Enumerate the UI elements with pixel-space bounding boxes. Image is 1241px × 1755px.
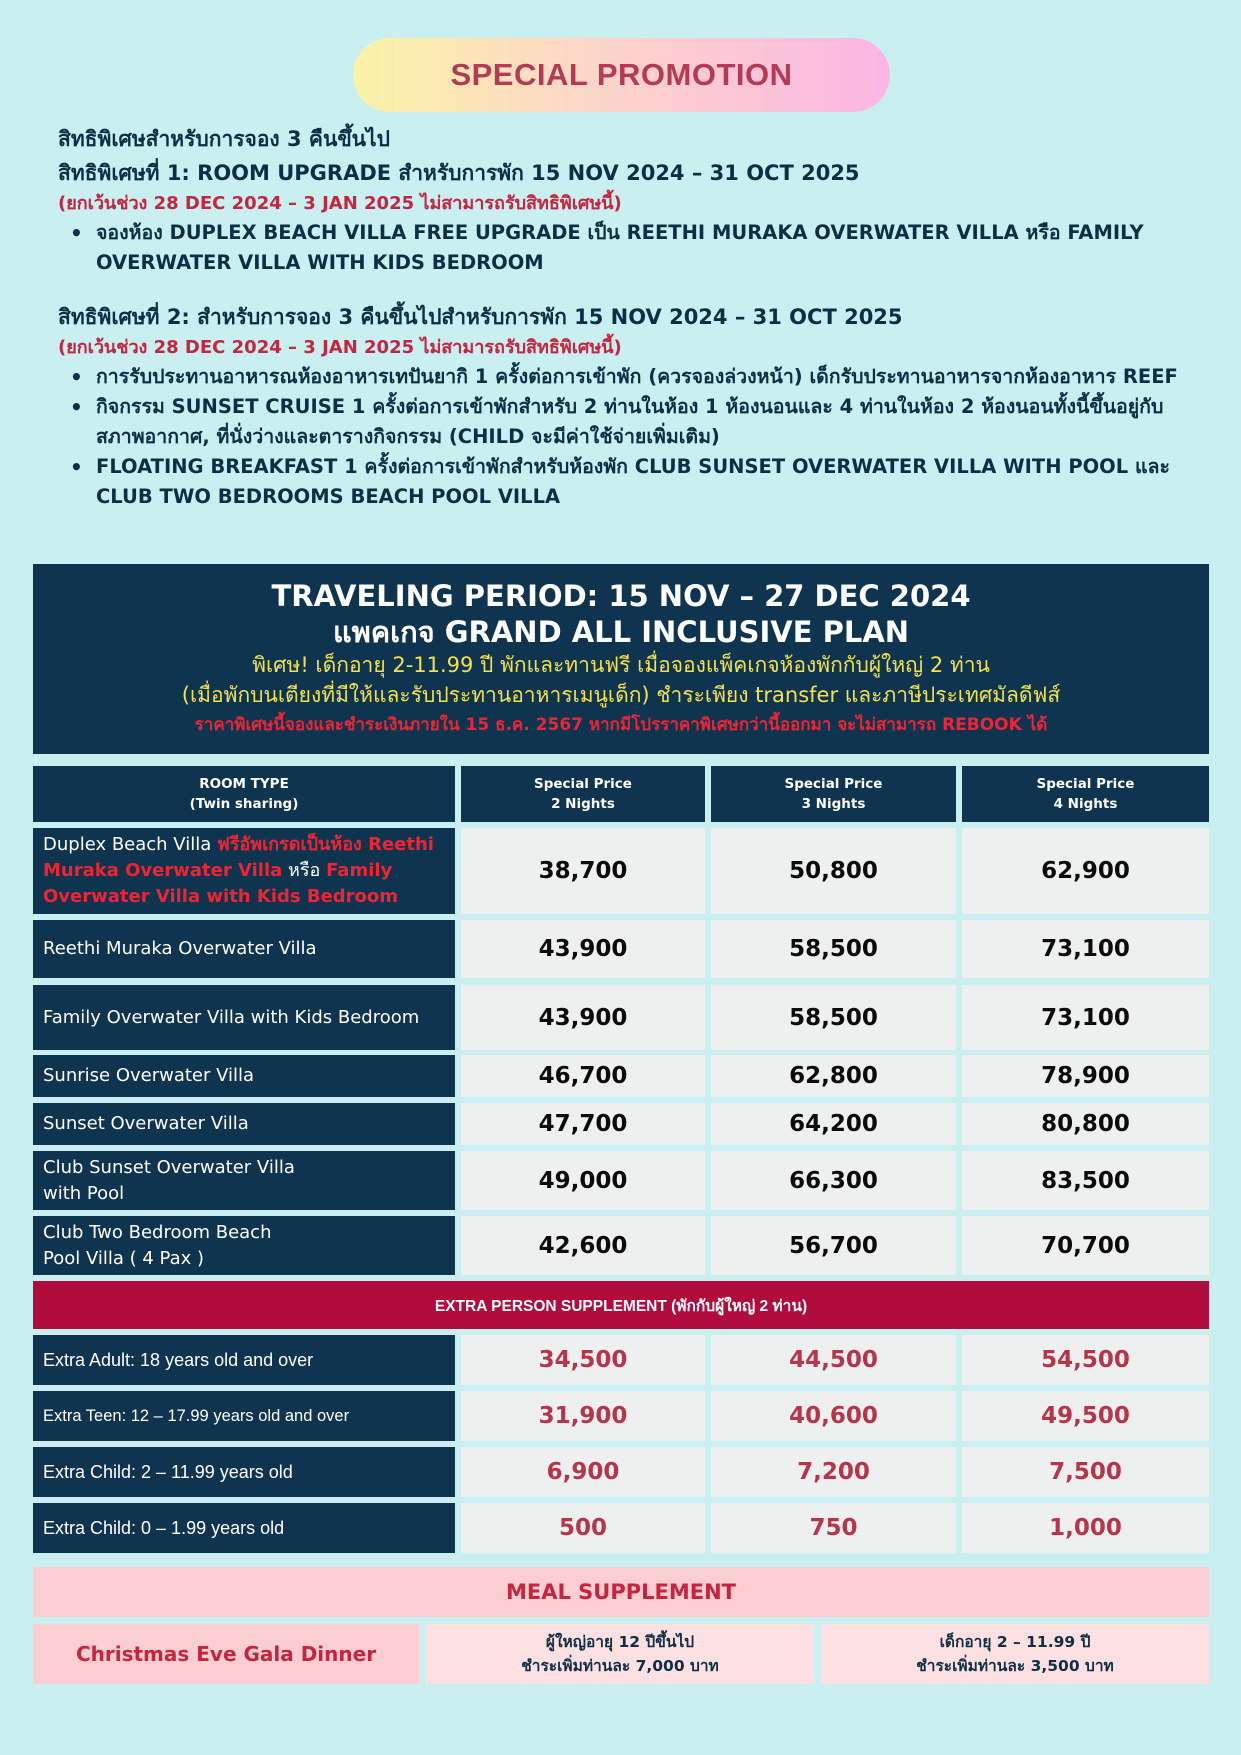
promotion-title: SPECIAL PROMOTION bbox=[450, 57, 793, 92]
price-cell: 62,800 bbox=[711, 1055, 956, 1097]
promotion-banner bbox=[353, 38, 890, 112]
offer1-note: (ยกเว้นช่วง 28 DEC 2024 – 3 JAN 2025 ไม่สามารถรับสิทธิพิเศษนี้) bbox=[58, 193, 622, 214]
price-cell: 42,600 bbox=[461, 1216, 705, 1275]
price-cell: 44,500 bbox=[711, 1335, 956, 1385]
price-cell: 49,000 bbox=[461, 1151, 705, 1210]
list-item: • กิจกรรม SUNSET CRUISE 1 ครั้งต่อการเข้าพักสำหรับ 2 ท่านในห้อง 1 ห้องนอนและ 4 ท่านในห้อง 2 ห้องนอนทั้งนี้ขึ้นอยู่กับสภาพอากาศ, ที่นั่งว่างและตารางกิจกรรม (CHILD จะมีค่าใช้จ่ายเพิ่มเติม) bbox=[96, 392, 1198, 452]
meal-name: Christmas Eve Gala Dinner bbox=[33, 1624, 419, 1684]
package-title: แพคเกจ GRAND ALL INCLUSIVE PLAN bbox=[332, 615, 910, 649]
price-cell: 54,500 bbox=[962, 1335, 1209, 1385]
price-cell: 49,500 bbox=[962, 1391, 1209, 1441]
room-name: Club Two Bedroom Beach Pool Villa ( 4 Pax ) bbox=[43, 1221, 272, 1269]
price-cell: 83,500 bbox=[962, 1151, 1209, 1210]
room-type-cell bbox=[33, 920, 455, 978]
price-cell: 58,500 bbox=[711, 985, 956, 1050]
price-cell: 1,000 bbox=[962, 1503, 1209, 1553]
meal-adult-label: ผู้ใหญ่อายุ 12 ปีขึ้นไป bbox=[545, 1633, 695, 1651]
extra-person-cell: Extra Teen: 12 – 17.99 years old and over bbox=[33, 1391, 455, 1441]
intro-heading: สิทธิพิเศษสำหรับการจอง 3 คืนขึ้นไป bbox=[58, 127, 390, 151]
list-item: • จองห้อง DUPLEX BEACH VILLA FREE UPGRADE เป็น REETHI MURAKA OVERWATER VILLA หรือ FAMILY OVERWATER VILLA WITH KIDS BEDROOM bbox=[96, 218, 1198, 278]
kids-offer-condition: (เมื่อพักบนเตียงที่มีให้และรับประทานอาหารเมนูเด็ก) ชำระเพียง transfer และภาษีประเทศมัลดีฟส์ bbox=[181, 683, 1061, 707]
offer2-note: (ยกเว้นช่วง 28 DEC 2024 – 3 JAN 2025 ไม่สามารถรับสิทธิพิเศษนี้) bbox=[58, 337, 622, 358]
header-sublabel: 2 Nights bbox=[551, 796, 615, 812]
price-cell: 73,100 bbox=[962, 985, 1209, 1050]
list-item: • FLOATING BREAKFAST 1 ครั้งต่อการเข้าพักสำหรับห้องพัก CLUB SUNSET OVERWATER VILLA WITH POOL และ CLUB TWO BEDROOMS BEACH POOL VILLA bbox=[96, 452, 1198, 512]
meal-supplement-header: MEAL SUPPLEMENT bbox=[33, 1567, 1209, 1617]
room-type-cell bbox=[33, 1151, 455, 1210]
period-title: TRAVELING PERIOD: 15 NOV – 27 DEC 2024 bbox=[271, 579, 971, 613]
offer2-list bbox=[96, 362, 1198, 512]
meal-child-label: เด็กอายุ 2 – 11.99 ปี bbox=[939, 1633, 1091, 1651]
room-type-cell bbox=[33, 1216, 455, 1275]
kids-offer: พิเศษ! เด็กอายุ 2-11.99 ปี พักและทานฟรี เมื่อจองแพ็คเกจห้องพักกับผู้ใหญ่ 2 ท่าน bbox=[252, 653, 990, 677]
header-label: Special Price bbox=[1036, 776, 1135, 792]
list-item: • การรับประทานอาหารณห้องอาหารเทปันยากิ 1 ครั้งต่อการเข้าพัก (ควรจองล่วงหน้า) เด็กรับประทานอาหารจากห้องอาหาร REEF bbox=[96, 362, 1198, 392]
upgrade-note-alt: Family Overwater Villa with Kids Bedroom bbox=[43, 860, 399, 907]
meal-child-price bbox=[821, 1624, 1209, 1684]
price-cell: 31,900 bbox=[461, 1391, 705, 1441]
price-cell: 47,700 bbox=[461, 1103, 705, 1145]
header-sublabel: 4 Nights bbox=[1053, 796, 1118, 812]
price-cell: 43,900 bbox=[461, 920, 705, 978]
upgrade-note: ฟรีอัพเกรดเป็นห้อง Reethi Muraka Overwater Villa bbox=[43, 834, 434, 881]
meal-adult-amount: ชำระเพิ่มท่านละ 7,000 บาท bbox=[521, 1657, 719, 1675]
room-type-cell bbox=[33, 828, 455, 914]
room-type-cell bbox=[33, 1103, 455, 1145]
room-type-cell bbox=[33, 985, 455, 1050]
extra-person-supplement-header: EXTRA PERSON SUPPLEMENT (พักกับผู้ใหญ่ 2 ท่าน) bbox=[33, 1281, 1209, 1329]
price-cell: 70,700 bbox=[962, 1216, 1209, 1275]
price-cell: 73,100 bbox=[962, 920, 1209, 978]
extra-person-cell: Extra Child: 2 – 11.99 years old bbox=[33, 1447, 455, 1497]
room-name: Sunset Overwater Villa bbox=[43, 1113, 249, 1134]
header-label: Special Price bbox=[784, 776, 883, 792]
price-cell: 7,500 bbox=[962, 1447, 1209, 1497]
price-cell: 64,200 bbox=[711, 1103, 956, 1145]
extra-person-cell: Extra Child: 0 – 1.99 years old bbox=[33, 1503, 455, 1553]
room-name: Sunrise Overwater Villa bbox=[43, 1065, 255, 1086]
meal-child-amount: ชำระเพิ่มท่านละ 3,500 บาท bbox=[916, 1657, 1114, 1675]
price-cell: 78,900 bbox=[962, 1055, 1209, 1097]
price-cell: 40,600 bbox=[711, 1391, 956, 1441]
price-cell: 750 bbox=[711, 1503, 956, 1553]
header-room-type bbox=[33, 766, 455, 822]
meal-adult-price bbox=[426, 1624, 814, 1684]
price-cell: 66,300 bbox=[711, 1151, 956, 1210]
extra-person-cell: Extra Adult: 18 years old and over bbox=[33, 1335, 455, 1385]
header-label: Special Price bbox=[534, 776, 632, 792]
booking-deadline-note: ราคาพิเศษนี้จองและชำระเงินภายใน 15 ธ.ค. 2567 หากมีโปรราคาพิเศษกว่านี้ออกมา จะไม่สามารถ REBOOK ได้ bbox=[194, 715, 1048, 735]
price-cell: 34,500 bbox=[461, 1335, 705, 1385]
price-cell: 38,700 bbox=[461, 828, 705, 914]
room-type-cell bbox=[33, 1055, 455, 1097]
header-3-nights bbox=[711, 766, 956, 822]
offer2-title: สิทธิพิเศษที่ 2: สำหรับการจอง 3 คืนขึ้นไปสำหรับการพัก 15 NOV 2024 – 31 OCT 2025 bbox=[58, 305, 903, 329]
price-cell: 50,800 bbox=[711, 828, 956, 914]
room-name: Family Overwater Villa with Kids Bedroom bbox=[43, 1006, 420, 1028]
price-cell: 7,200 bbox=[711, 1447, 956, 1497]
header-4-nights bbox=[962, 766, 1209, 822]
price-cell: 43,900 bbox=[461, 985, 705, 1050]
header-label: ROOM TYPE bbox=[199, 776, 289, 792]
or-text: หรือ bbox=[282, 860, 327, 881]
offer1-list bbox=[96, 218, 1198, 278]
header-sublabel: 3 Nights bbox=[801, 796, 866, 812]
traveling-period-banner bbox=[33, 564, 1209, 754]
promotion-details bbox=[58, 122, 1198, 512]
room-name: Club Sunset Overwater Villa with Pool bbox=[43, 1156, 295, 1204]
price-cell: 62,900 bbox=[962, 828, 1209, 914]
header-2-nights bbox=[461, 766, 705, 822]
price-cell: 46,700 bbox=[461, 1055, 705, 1097]
room-name: Reethi Muraka Overwater Villa bbox=[43, 938, 317, 959]
price-cell: 500 bbox=[461, 1503, 705, 1553]
price-cell: 6,900 bbox=[461, 1447, 705, 1497]
header-sublabel: (Twin sharing) bbox=[189, 796, 299, 812]
room-name: Duplex Beach Villa bbox=[43, 834, 217, 855]
price-cell: 56,700 bbox=[711, 1216, 956, 1275]
price-cell: 58,500 bbox=[711, 920, 956, 978]
offer1-title: สิทธิพิเศษที่ 1: ROOM UPGRADE สำหรับการพัก 15 NOV 2024 – 31 OCT 2025 bbox=[58, 161, 860, 185]
price-cell: 80,800 bbox=[962, 1103, 1209, 1145]
